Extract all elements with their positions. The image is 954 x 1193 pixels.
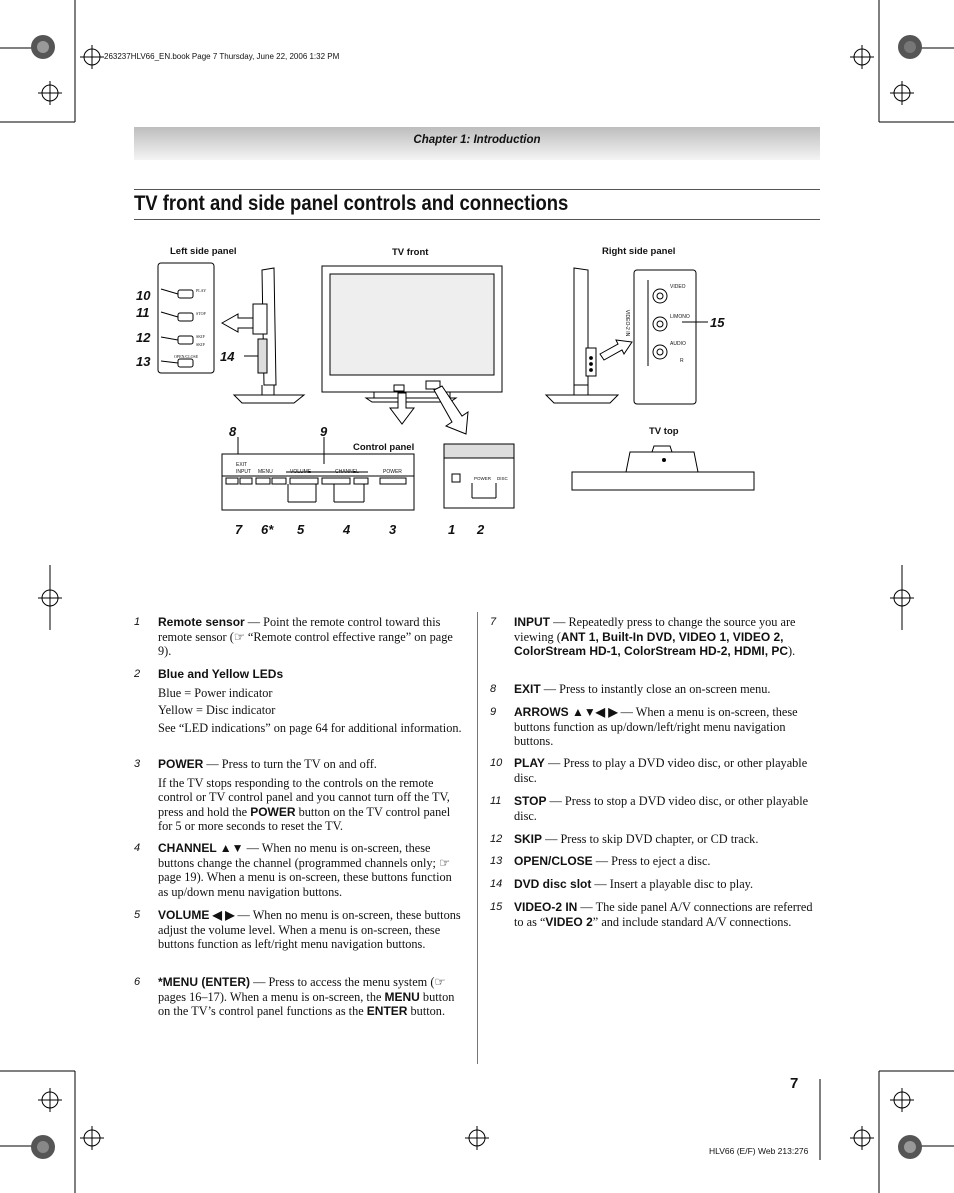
power-led-label: POWER	[474, 476, 492, 481]
item-number: 13	[490, 855, 503, 867]
item-text: — Press to play a DVD video disc, or other playable disc.	[514, 756, 808, 785]
callout-3: 3	[389, 522, 397, 537]
tv-diagram	[134, 230, 820, 550]
item-number: 9	[490, 706, 497, 718]
item-line: Blue = Power indicator	[158, 685, 273, 700]
tv-top-shape	[572, 472, 754, 490]
item-number: 6	[134, 976, 141, 988]
callout-13: 13	[136, 354, 151, 369]
item-text: ” and include standard A/V connections.	[592, 914, 792, 929]
item-keyword: ANT 1, Built-In DVD, VIDEO 1, VIDEO 2, ColorStream HD-1, ColorStream HD-2, HDMI, PC	[514, 629, 789, 659]
tv-front-label: TV front	[392, 247, 429, 258]
openclose-label: OPEN/CLOSE	[174, 354, 199, 359]
item-line: Yellow = Disc indicator	[158, 703, 276, 718]
audio-label: AUDIO	[670, 341, 686, 347]
right-side-panel-label: Right side panel	[602, 246, 676, 257]
diagram-drawing	[134, 230, 820, 550]
print-footer: HLV66 (E/F) Web 213:276	[709, 1146, 809, 1156]
play-button-shape	[178, 290, 193, 298]
power-label: POWER	[383, 469, 402, 475]
item-number: 7	[490, 616, 497, 628]
item-number: 5	[134, 909, 141, 921]
item-text: — Insert a playable disc to play.	[591, 877, 754, 891]
item-keyword: ENTER	[366, 1004, 408, 1019]
disc-led-label: DISC	[497, 476, 508, 481]
item-text: button on the TV’s control panel functions as the	[158, 989, 455, 1019]
item-text: If the TV stops responding to the controls on the remote control or TV control panel and you cannot turn off the TV, press and hold the	[158, 775, 450, 819]
title-rule-top	[134, 189, 820, 190]
item-text: — When no menu is on-screen, these buttons change the channel (programmed channels only; ☞ page 19). When a menu is on-screen, these buttons function as up/down menu navigation buttons.	[158, 841, 452, 899]
item-text: — Press to skip DVD chapter, or CD track.	[542, 832, 759, 846]
chapter-header	[134, 127, 820, 160]
item-text: ).	[788, 644, 796, 659]
input-label: INPUT	[236, 469, 251, 475]
item-text: — Press to stop a DVD video disc, or other playable disc.	[514, 794, 809, 823]
item-name: Remote sensor	[158, 615, 245, 629]
item-text: — The side panel A/V connections are referred to as “	[514, 900, 813, 929]
callout-1: 1	[448, 522, 456, 537]
item-name: Blue and Yellow LEDs	[158, 667, 284, 681]
lmono-label: L/MONO	[670, 314, 690, 320]
callout-2: 2	[477, 522, 485, 537]
callout-15: 15	[710, 315, 725, 330]
channel-label: CHANNEL	[335, 469, 359, 475]
item-name: *MENU (ENTER)	[158, 975, 250, 989]
menu-label: MENU	[258, 469, 273, 475]
tv-top-label: TV top	[649, 426, 679, 437]
skip-label: SKIP	[196, 334, 205, 339]
stop-label: STOP	[196, 311, 206, 316]
item-keyword: POWER	[250, 804, 296, 819]
item-number: 3	[134, 758, 141, 770]
item-name: VOLUME ◀ ▶	[158, 908, 235, 922]
skip-button-shape	[178, 336, 193, 344]
item-text: — Press to eject a disc.	[592, 854, 711, 868]
right-panel-inset	[634, 270, 696, 404]
column-divider	[477, 612, 478, 1064]
item-name: CHANNEL ▲▼	[158, 841, 244, 855]
callout-8: 8	[229, 424, 237, 439]
item-text: — Repeatedly press to change the source you are viewing (	[514, 615, 796, 644]
item-number: 10	[490, 757, 503, 769]
play-label: PLAY	[196, 288, 207, 293]
item-number: 8	[490, 683, 497, 695]
item-number: 11	[490, 795, 502, 807]
item-name: SKIP	[514, 832, 543, 846]
callout-12: 12	[136, 330, 151, 345]
arrow-diag-icon	[434, 386, 468, 434]
title-rule-bottom	[134, 219, 820, 220]
video-label: VIDEO	[670, 284, 686, 290]
item-name: STOP	[514, 794, 547, 808]
skip-label-2: SKIP	[196, 342, 205, 347]
item-text: button on the TV control panel for 5 or more seconds to reset the TV.	[158, 804, 451, 834]
callout-9: 9	[320, 424, 328, 439]
print-slug: 263237HLV66_EN.book Page 7 Thursday, June 22, 2006 1:32 PM	[104, 52, 340, 61]
item-number: 1	[134, 616, 141, 628]
stop-button-shape	[178, 313, 193, 321]
item-text: — Press to turn the TV on and off.	[203, 757, 377, 771]
item-number: 14	[490, 878, 503, 890]
r-label: R	[680, 358, 684, 364]
page-title: TV front and side panel controls and connections	[134, 192, 569, 215]
item-name: OPEN/CLOSE	[514, 854, 593, 868]
arrow-left-icon	[222, 314, 256, 332]
video2in-label: VIDEO-2 IN	[624, 309, 631, 337]
callout-4: 4	[343, 522, 351, 537]
callout-5: 5	[297, 522, 305, 537]
chapter-title: Chapter 1: Introduction	[413, 134, 541, 146]
item-text: — When no menu is on-screen, these buttons adjust the volume level. When a menu is on-screen, these buttons function as left/right menu navigation buttons.	[158, 908, 461, 952]
item-text: button.	[407, 1004, 446, 1019]
item-number: 2	[134, 668, 141, 680]
item-name: ARROWS ▲▼◀ ▶	[514, 705, 618, 719]
item-name: INPUT	[514, 615, 550, 629]
item-text: — Press to access the menu system (☞ pages 16–17). When a menu is on-screen, the	[158, 975, 446, 1004]
item-name: EXIT	[514, 682, 541, 696]
item-text: — Press to instantly close an on-screen menu.	[540, 682, 771, 696]
callout-11: 11	[136, 305, 150, 320]
callout-7: 7	[235, 522, 243, 537]
control-panel-label: Control panel	[353, 442, 415, 453]
item-number: 12	[490, 833, 503, 845]
callout-14: 14	[220, 349, 235, 364]
volume-label: VOLUME	[290, 469, 312, 475]
item-number: 4	[134, 842, 141, 854]
item-name: VIDEO-2 IN	[514, 900, 578, 914]
item-text: — Point the remote control toward this remote sensor (☞ “Remote control effective range” on page 9).	[158, 615, 453, 659]
item-text: — When a menu is on-screen, these buttons function as up/down/left/right menu navigation buttons.	[514, 705, 798, 749]
callout-10: 10	[136, 288, 151, 303]
item-name: PLAY	[514, 756, 545, 770]
item-name: POWER	[158, 757, 204, 771]
item-line: See “LED indications” on page 64 for additional information.	[158, 720, 462, 735]
item-keyword: VIDEO 2	[545, 914, 593, 929]
item-name: DVD disc slot	[514, 877, 592, 891]
exit-label: EXIT	[236, 462, 248, 468]
openclose-button-shape	[178, 359, 193, 367]
callout-6: 6*	[261, 522, 274, 537]
item-number: 15	[490, 901, 503, 913]
page-number: 7	[790, 1075, 799, 1092]
left-side-panel-label: Left side panel	[170, 246, 237, 257]
arrow-right-icon	[600, 340, 632, 360]
item-keyword: MENU	[384, 989, 420, 1004]
